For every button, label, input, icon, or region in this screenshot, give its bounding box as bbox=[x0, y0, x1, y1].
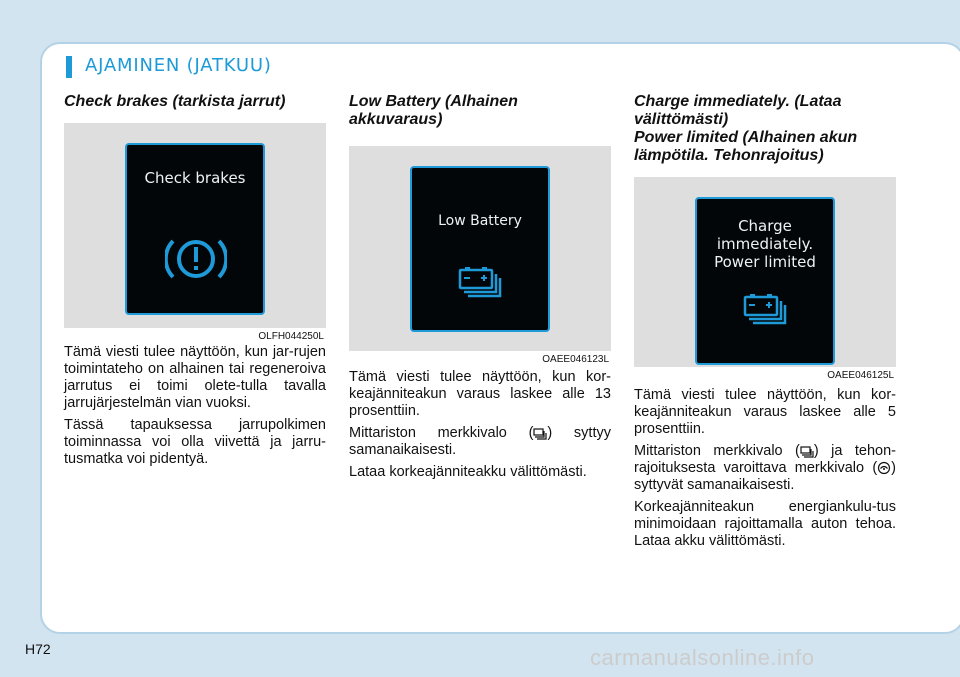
brake-warning-icon bbox=[165, 235, 227, 283]
paragraph-text: ) ja tehon-rajoituksesta varoittava merkkivalo ( bbox=[634, 443, 896, 476]
paragraph-text: ) syttyvät samanaikaisesti. bbox=[634, 460, 896, 493]
screen-message: Low Battery bbox=[438, 213, 522, 229]
battery-warning-icon bbox=[456, 264, 506, 298]
paragraph bbox=[349, 425, 611, 459]
paragraph-text: Mittariston merkkivalo ( bbox=[349, 425, 534, 441]
cluster-screen bbox=[125, 143, 265, 315]
heading-line: Power limited (Alhainen akun bbox=[634, 129, 858, 146]
heading-check-brakes: Check brakes (tarkista jarrut) bbox=[64, 93, 286, 110]
paragraph: Korkeajänniteakun energiankulu-tus minimoidaan rajoittamalla auton tehoa. Lataa akku välittömästi. bbox=[634, 499, 896, 549]
image-code: OAEE046123L bbox=[542, 354, 609, 365]
paragraph: Tämä viesti tulee näyttöön, kun kor-keajänniteakun varaus laskee alle 5 prosenttiin. bbox=[634, 387, 896, 437]
heading-charge-immediately bbox=[634, 93, 896, 165]
paragraph: Tämä viesti tulee näyttöön, kun kor-keajänniteakun varaus laskee alle 13 prosenttiin. bbox=[349, 369, 611, 419]
heading-line: välittömästi) bbox=[634, 111, 729, 128]
screen-message: immediately. bbox=[716, 235, 814, 253]
watermark: carmanualsonline.info bbox=[590, 645, 815, 670]
paragraph: Lataa korkeajänniteakku välittömästi. bbox=[349, 464, 587, 480]
screen-message: Check brakes bbox=[144, 169, 246, 187]
illustration-low-battery bbox=[349, 146, 611, 365]
column-low-battery bbox=[349, 93, 611, 486]
paragraph bbox=[634, 443, 896, 494]
screen-message: Power limited bbox=[714, 253, 816, 271]
illustration-charge-immediately bbox=[634, 177, 896, 381]
battery-warning-icon bbox=[741, 291, 791, 325]
paragraph: Tämä viesti tulee näyttöön, kun jar-rujen toimintateho on alhainen tai regeneroiva jarrutus ei toimi olete-tulla tavalla jarrujärjestelmän vian vuoksi. bbox=[64, 344, 326, 411]
image-code: OAEE046125L bbox=[827, 370, 894, 381]
battery-icon bbox=[533, 426, 547, 440]
section-accent-bar bbox=[66, 56, 72, 78]
cluster-screen bbox=[695, 197, 835, 365]
paragraph-text: Mittariston merkkivalo ( bbox=[634, 443, 800, 459]
paragraph: Tässä tapauksessa jarrupolkimen toiminnassa voi olla viivettä ja jarru-tusmatka voi pidentyä. bbox=[64, 417, 326, 467]
heading-line: Charge immediately. (Lataa bbox=[634, 93, 842, 110]
column-check-brakes bbox=[64, 93, 326, 473]
column-charge-immediately bbox=[634, 93, 896, 555]
battery-icon bbox=[800, 444, 814, 458]
image-code: OLFH044250L bbox=[258, 331, 324, 342]
paragraph-text: ) syttyy samanaikaisesti. bbox=[349, 425, 611, 458]
heading-low-battery: Low Battery (Alhainen akkuvaraus) bbox=[349, 93, 518, 128]
page-number: H72 bbox=[25, 641, 51, 657]
illustration-check-brakes bbox=[64, 123, 326, 342]
heading-line: lämpötila. Tehonrajoitus) bbox=[634, 147, 824, 164]
section-title: AJAMINEN (JATKUU) bbox=[85, 55, 272, 76]
cluster-screen bbox=[410, 166, 550, 332]
power-limit-icon bbox=[877, 461, 891, 475]
screen-message: Charge bbox=[738, 217, 792, 235]
